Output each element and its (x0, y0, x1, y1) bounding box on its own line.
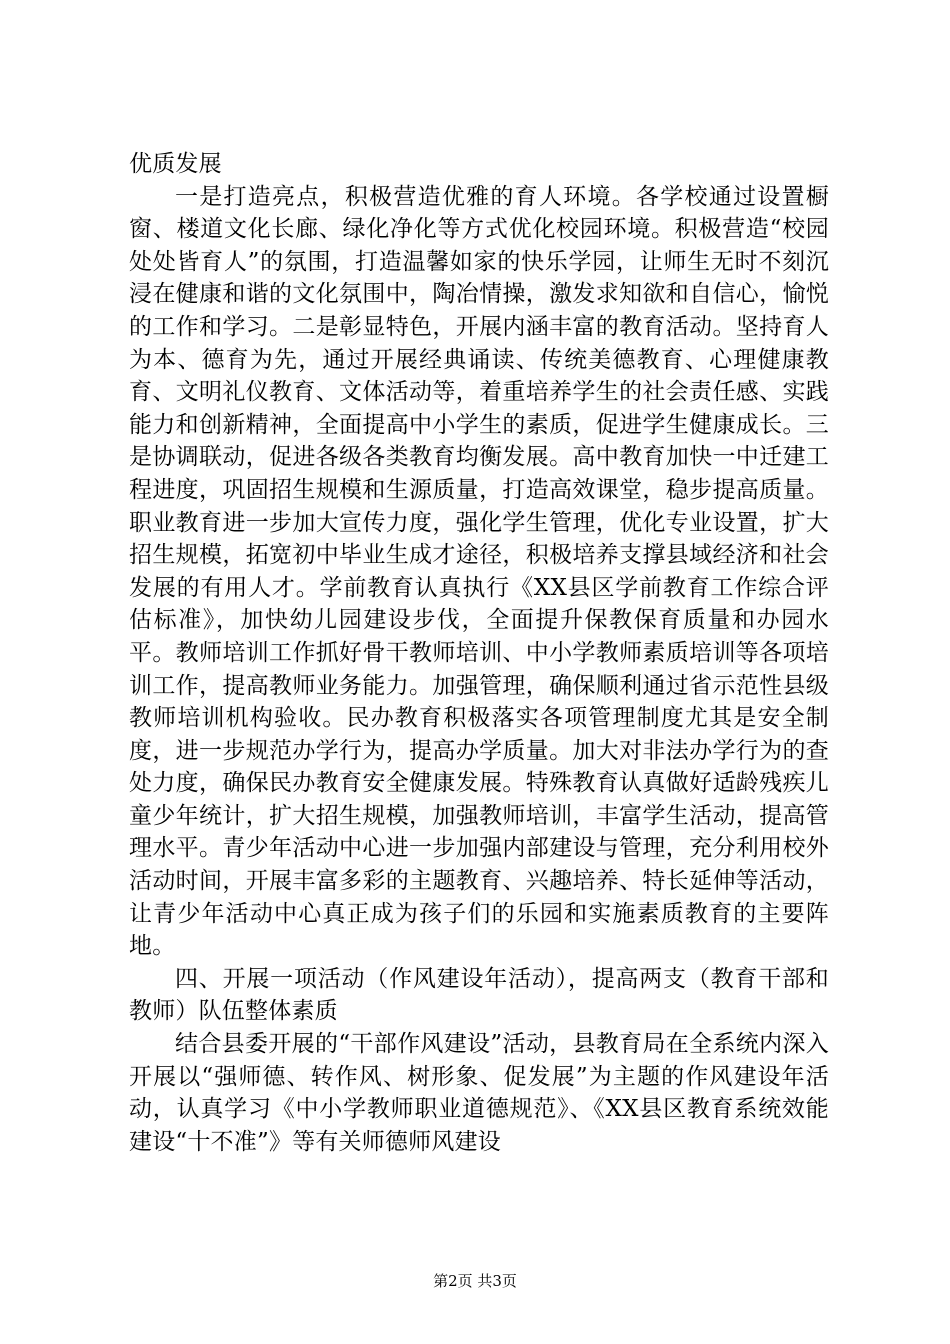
page-footer: 第2页 共3页 (433, 1272, 517, 1290)
section-heading-four: 四、开展一项活动（作风建设年活动），提高两支（教育干部和教师）队伍整体素质 (129, 965, 829, 1025)
paragraph-continuation: 优质发展 (129, 151, 222, 177)
paragraph-work-style: 结合县委开展的“干部作风建设”活动，县教育局在全系统内深入开展以“强师德、转作风、树形象、促发展”为主题的作风建设年活动，认真学习《中小学教师职业道德规范》、《XX县区教育系统效能建设“十不准”》等有关师德师风建设 (129, 1031, 829, 1155)
paragraph-education-highlights: 一是打造亮点，积极营造优雅的育人环境。各学校通过设置橱窗、楼道文化长廊、绿化净化等方式优化校园环境。积极营造“校园处处皆育人”的氛围，打造温馨如家的快乐学园，让师生无时不刻沉浸在健康和谐的文化氛围中，陶冶情操，激发求知欲和自信心，愉悦的工作和学习。二是彰显特色，开展内涵丰富的教育活动。坚持育人为本、德育为先，通过开展经典诵读、传统美德教育、心理健康教育、文明礼仪教育、文体活动等，着重培养学生的社会责任感、实践能力和创新精神，全面提高中小学生的素质，促进学生健康成长。三是协调联动，促进各级各类教育均衡发展。高中教育加快一中迁建工程进度，巩固招生规模和生源质量，打造高效课堂，稳步提高质量。职业教育进一步加大宣传力度，强化学生管理，优化专业设置，扩大招生规模，拓宽初中毕业生成才途径，积极培养支撑县域经济和社会发展的有用人才。学前教育认真执行《XX县区学前教育工作综合评估标准》，加快幼儿园建设步伐，全面提升保教保育质量和办园水平。教师培训工作抓好骨干教师培训、中小学教师素质培训等各项培训工作，提高教师业务能力。加强管理，确保顺利通过省示范性县级教师培训机构验收。民办教育积极落实各项管理制度尤其是安全制度，进一步规范办学行为，提高办学质量。加大对非法办学行为的查处力度，确保民办教育安全健康发展。特殊教育认真做好适龄残疾儿童少年统计，扩大招生规模，加强教师培训，丰富学生活动，提高管理水平。青少年活动中心进一步加强内部建设与管理，充分利用校外活动时间，开展丰富多彩的主题教育、兴趣培养、特长延伸等活动，让青少年活动中心真正成为孩子们的乐园和实施素质教育的主要阵地。 (129, 183, 829, 960)
document-body (129, 148, 829, 1158)
